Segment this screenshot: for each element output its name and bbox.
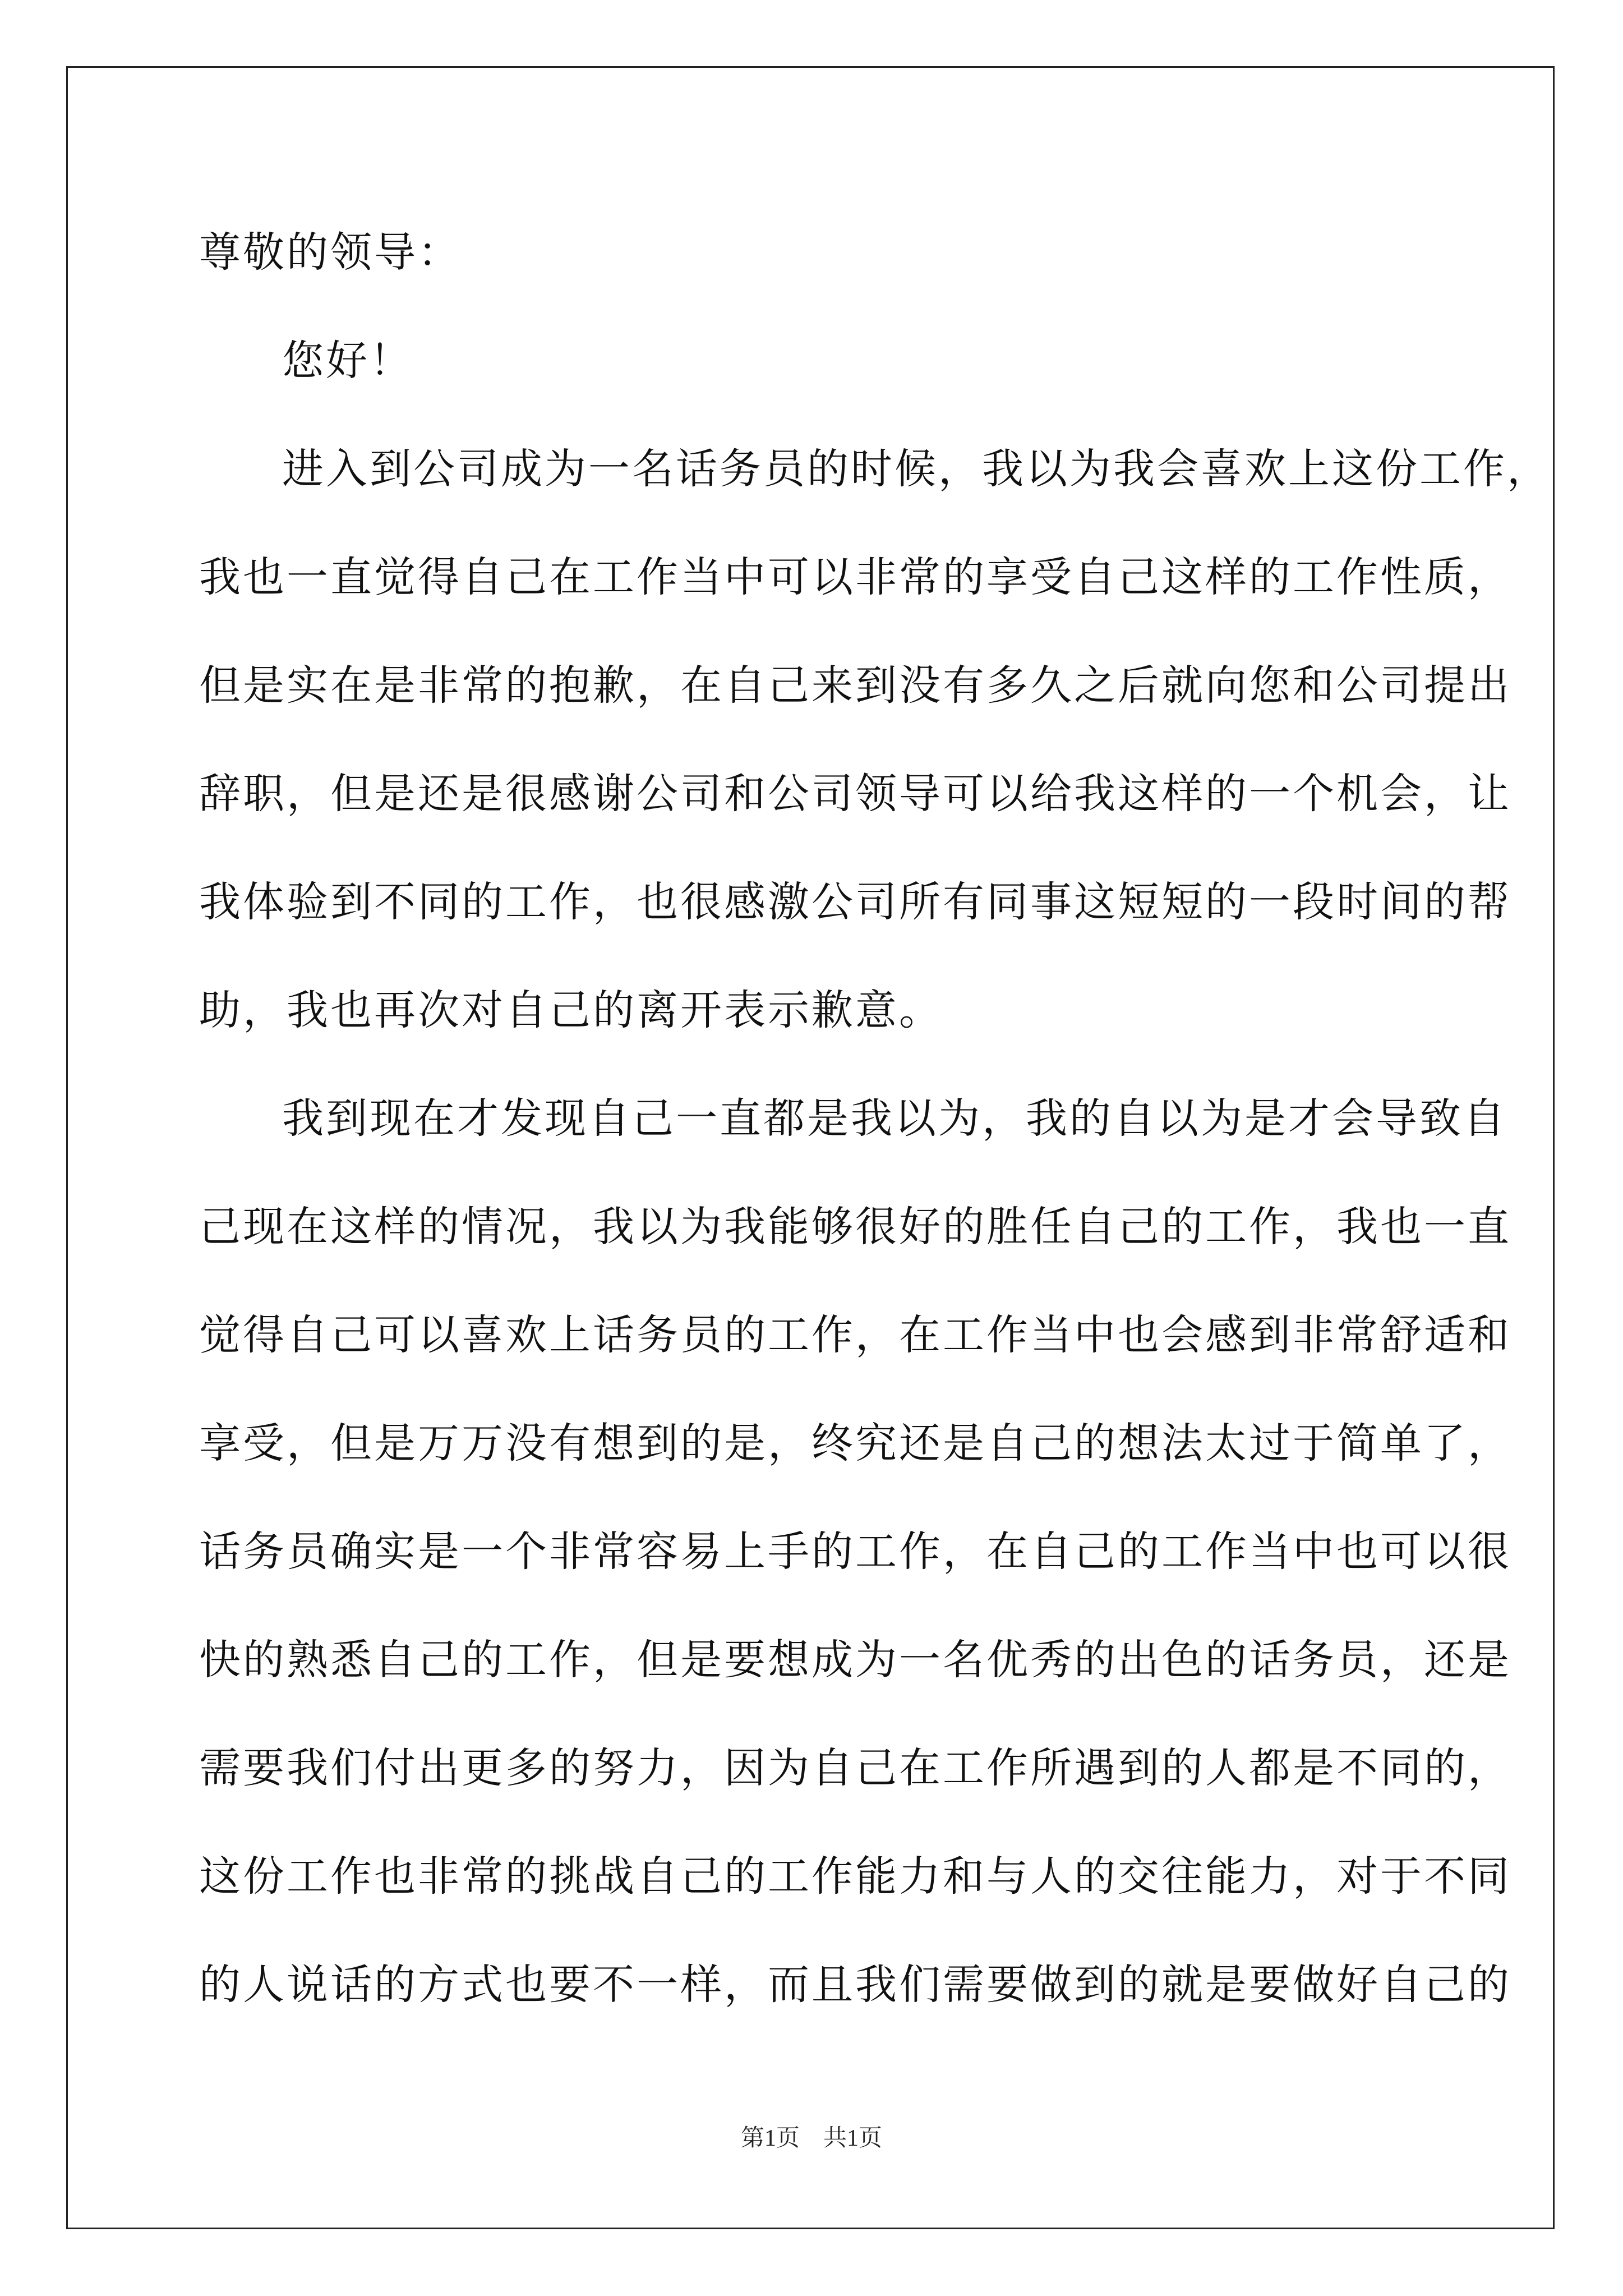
text-line: 进入到公司成为一名话务员的时候，我以为我会喜欢上这份工作， (282, 445, 1551, 493)
text-line: 的人说话的方式也要不一样，而且我们需要做到的就是要做好自己的 (199, 1961, 1511, 2009)
text-line: 需要我们付出更多的努力，因为自己在工作所遇到的人都是不同的， (199, 1744, 1511, 1792)
text-line: 我体验到不同的工作，也很感激公司所有同事这短短的一段时间的帮 (199, 878, 1511, 926)
text-line: 辞职，但是还是很感谢公司和公司领导可以给我这样的一个机会，让 (199, 770, 1511, 818)
text-line: 但是实在是非常的抱歉，在自己来到没有多久之后就向您和公司提出 (199, 661, 1511, 710)
text-line: 我也一直觉得自己在工作当中可以非常的享受自己这样的工作性质， (199, 553, 1511, 601)
text-line: 我到现在才发现自己一直都是我以为，我的自以为是才会导致自 (282, 1094, 1507, 1143)
text-line: 助，我也再次对自己的离开表示歉意。 (199, 986, 943, 1034)
document-lines (199, 335, 1551, 2068)
page-footer: 第1页 共1页 (740, 2125, 882, 2151)
text-line: 话务员确实是一个非常容易上手的工作，在自己的工作当中也可以很 (199, 1527, 1511, 1576)
document-body (199, 227, 1551, 2068)
salutation: 尊敬的领导： (199, 228, 462, 277)
text-line: 您好！ (282, 337, 413, 385)
text-line: 享受，但是万万没有想到的是，终究还是自己的想法太过于简单了， (199, 1419, 1511, 1467)
text-line: 这份工作也非常的挑战自己的工作能力和与人的交往能力，对于不同 (199, 1852, 1511, 1901)
text-line: 快的熟悉自己的工作，但是要想成为一名优秀的出色的话务员，还是 (199, 1636, 1511, 1684)
text-line: 己现在这样的情况，我以为我能够很好的胜任自己的工作，我也一直 (199, 1203, 1511, 1251)
text-line: 觉得自己可以喜欢上话务员的工作，在工作当中也会感到非常舒适和 (199, 1311, 1511, 1359)
